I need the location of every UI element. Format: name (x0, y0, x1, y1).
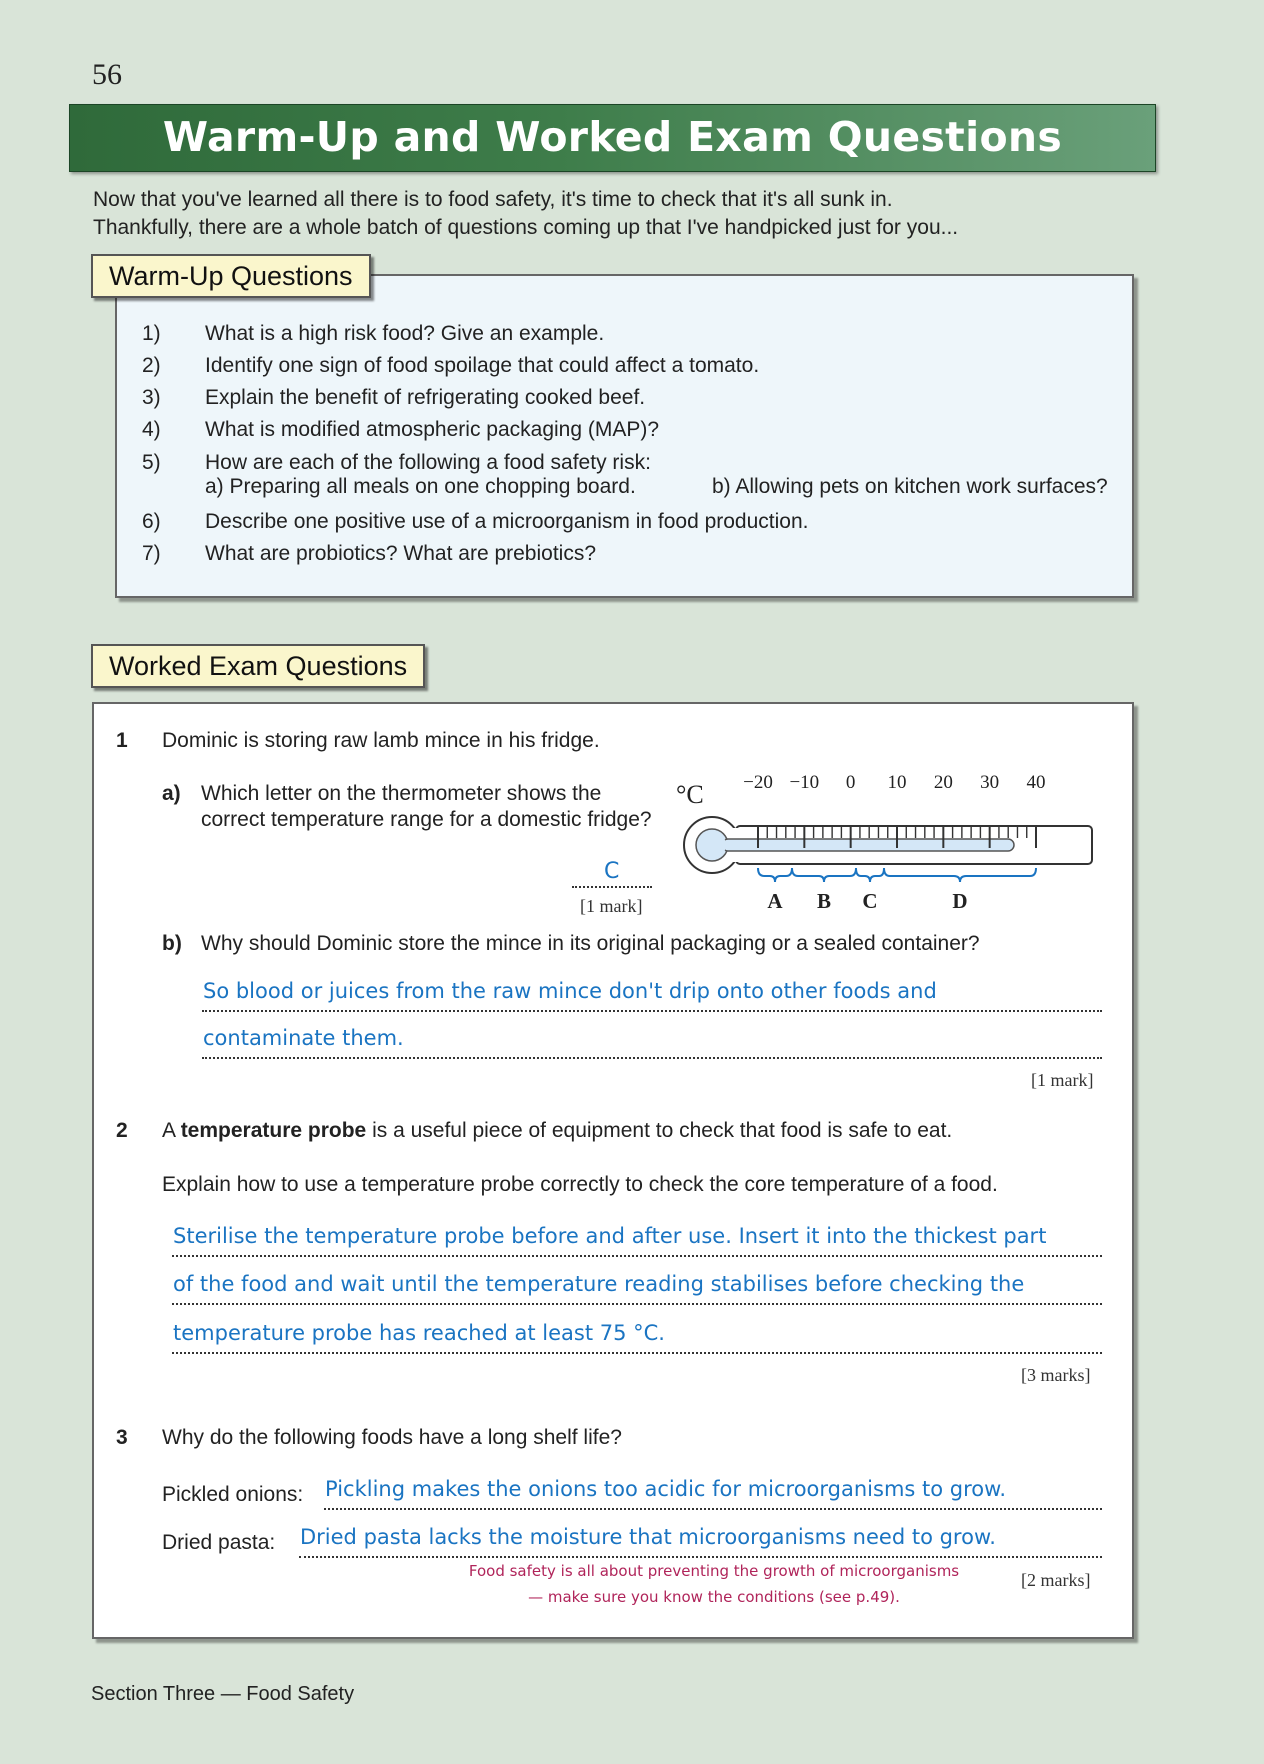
question-text: What is a high risk food? Give an example. (205, 322, 605, 345)
thermometer-liquid (722, 839, 1014, 851)
answer-q2-line-1: Sterilise the temperature probe before and after use. Insert it into the thickest part (173, 1224, 1047, 1248)
page-title: Warm-Up and Worked Exam Questions (162, 113, 1063, 161)
answer-line (172, 1255, 1102, 1257)
temperature-unit: °C (676, 780, 704, 809)
marks-label: [2 marks] (1021, 1570, 1091, 1590)
tick-label: −10 (789, 774, 820, 793)
part-label: b) (162, 932, 182, 955)
q2-text-bold: temperature probe (180, 1119, 367, 1142)
answer-line (324, 1508, 1102, 1510)
question-number: 6) (142, 510, 161, 533)
marks-label: [1 mark] (580, 896, 643, 916)
tip-line-2: — make sure you know the conditions (see p.49). (528, 1588, 900, 1606)
answer-q2-line-3: temperature probe has reached at least 75 °C. (173, 1321, 665, 1345)
range-letter-d: D (952, 889, 968, 913)
question-number: 3 (116, 1426, 128, 1449)
question-text-2: Explain how to use a temperature probe correctly to check the core temperature of a food. (162, 1173, 998, 1196)
question-text: Why do the following foods have a long shelf life? (162, 1426, 622, 1449)
tick-label: 40 (1026, 774, 1046, 793)
question-number: 2) (142, 354, 161, 377)
marks-label: [1 mark] (1031, 1070, 1094, 1090)
question-text: Describe one positive use of a microorganism in food production. (205, 510, 809, 533)
part-a-line-2: correct temperature range for a domestic fridge? (201, 808, 652, 831)
q2-text-pre: A (162, 1119, 181, 1142)
worked-heading: Worked Exam Questions (91, 644, 425, 688)
worked-questions-box (92, 702, 1134, 1639)
tip-note (464, 1558, 964, 1610)
food-label-dried-pasta: Dried pasta: (162, 1531, 276, 1554)
question-number: 7) (142, 542, 161, 565)
warmup-heading: Warm-Up Questions (91, 254, 371, 298)
range-letter-b: B (816, 889, 832, 913)
tick-label: 30 (980, 774, 1000, 793)
question-text: How are each of the following a food safety risk: (205, 451, 651, 474)
range-letter-c: C (862, 889, 878, 913)
marks-label: [3 marks] (1021, 1365, 1091, 1385)
range-brace-b (792, 868, 856, 882)
question-number: 5) (142, 451, 161, 474)
title-banner (69, 104, 1156, 172)
range-brace-c (856, 868, 884, 882)
food-label-pickled-onions: Pickled onions: (162, 1483, 304, 1506)
question-text: What are probiotics? What are prebiotics? (205, 542, 597, 565)
range-letter-a: A (767, 889, 783, 913)
tick-label: 20 (933, 774, 953, 793)
answer-q2-line-2: of the food and wait until the temperature reading stabilises before checking the (173, 1272, 1025, 1296)
question-number: 3) (142, 386, 161, 409)
answer-line (202, 1010, 1102, 1012)
question-text: Identify one sign of food spoilage that could affect a tomato. (205, 354, 760, 377)
range-brace-a (758, 868, 792, 882)
question-text (162, 1119, 952, 1143)
footer-section-label: Section Three — Food Safety (91, 1683, 355, 1705)
answer-q3-pickled-onions: Pickling makes the onions too acidic for microorganisms to grow. (325, 1477, 1007, 1501)
intro-text (93, 186, 958, 242)
intro-line-2: Thankfully, there are a whole batch of questions coming up that I've handpicked just for you... (93, 216, 959, 239)
answer-q1b-line-2: contaminate them. (203, 1026, 404, 1050)
part-label: a) (162, 782, 181, 805)
answer-line (202, 1057, 1102, 1059)
tick-label-group (743, 774, 1045, 793)
answer-line (172, 1303, 1102, 1305)
tip-line-1: Food safety is all about preventing the growth of microorganisms (468, 1562, 960, 1580)
question-text: Explain the benefit of refrigerating cooked beef. (205, 386, 646, 409)
part-a-line-1: Which letter on the thermometer shows the (201, 782, 602, 805)
question-number: 2 (116, 1119, 128, 1142)
question-text: What is modified atmospheric packaging (MAP)? (205, 418, 660, 441)
answer-q1a: C (604, 859, 620, 884)
sub-question-b: b) Allowing pets on kitchen work surfaces? (712, 475, 1108, 498)
question-text: Dominic is storing raw lamb mince in his fridge. (162, 729, 600, 752)
answer-line (572, 886, 652, 888)
answer-q3-dried-pasta: Dried pasta lacks the moisture that microorganisms need to grow. (300, 1525, 996, 1549)
page-number: 56 (92, 58, 122, 91)
range-brace-d (884, 868, 1036, 882)
answer-line (172, 1352, 1102, 1354)
question-number: 1 (116, 729, 128, 752)
q2-text-post: is a useful piece of equipment to check that food is safe to eat. (366, 1119, 953, 1142)
answer-q1b-line-1: So blood or juices from the raw mince don't drip onto other foods and (203, 979, 937, 1003)
tick-label: 0 (845, 774, 856, 793)
tick-label: −20 (743, 774, 773, 793)
tick-label: 10 (887, 774, 907, 793)
part-b-text: Why should Dominic store the mince in its original packaging or a sealed container? (201, 932, 980, 955)
question-number: 1) (142, 322, 161, 345)
warmup-questions-box (115, 274, 1134, 598)
thermometer-diagram (664, 774, 1124, 924)
sub-question-a: a) Preparing all meals on one chopping board. (205, 475, 636, 498)
bulb-fill (698, 831, 726, 859)
question-number: 4) (142, 418, 161, 441)
intro-line-1: Now that you've learned all there is to food safety, it's time to check that it's all sunk in. (93, 188, 893, 211)
